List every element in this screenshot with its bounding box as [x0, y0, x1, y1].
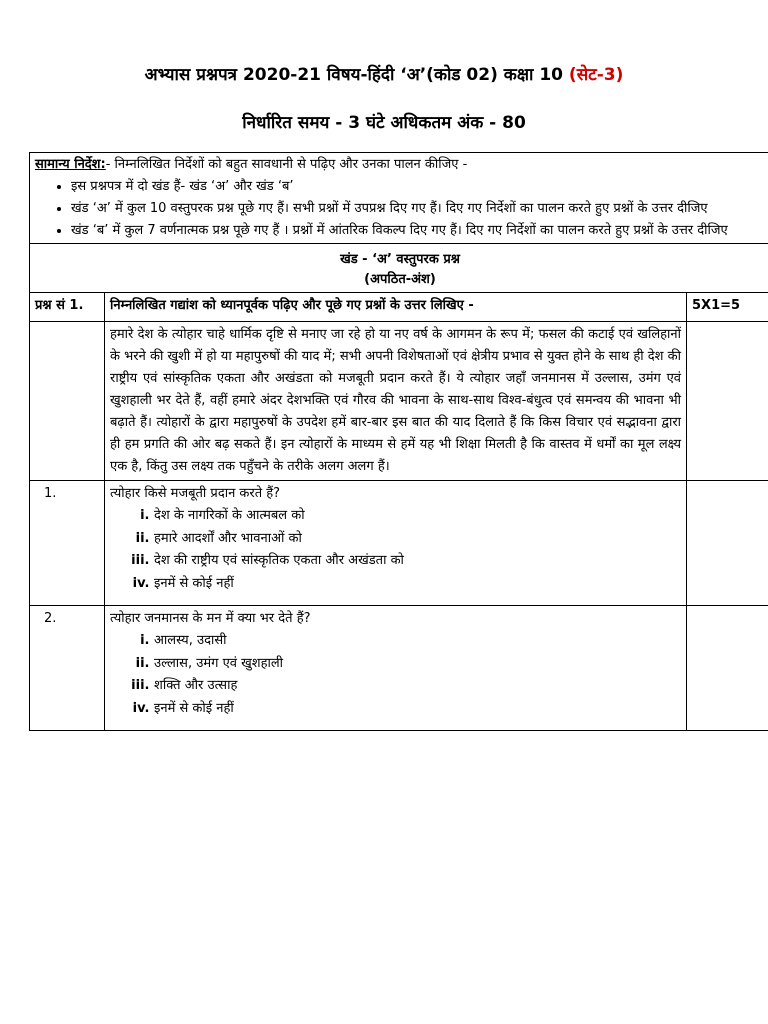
question-marks: 5X1=5 — [687, 293, 768, 322]
page-title — [0, 62, 768, 85]
option-item: ii. हमारे आदर्शों और भावनाओं को — [154, 528, 681, 551]
instruction-item: • इस प्रश्नपत्र में दो खंड हैं- खंड ‘अ’ और खंड ‘ब’ — [71, 176, 765, 198]
empty-cell — [687, 322, 768, 481]
empty-cell — [687, 481, 768, 606]
instruction-item: • खंड ‘ब’ में कुल 7 वर्णनात्मक प्रश्न पूछे गए हैं । प्रश्नों में आंतरिक विकल्प दिए गए हैं। दिए गए निर्देशों का पालन करते हुए प्रश्नों के उत्तर दीजिए — [71, 220, 765, 242]
subquestion-number: 1. — [30, 481, 105, 606]
question-paper-table — [29, 152, 768, 731]
title-main: अभ्यास प्रश्नपत्र 2020-21 विषय-हिंदी ‘अ’(कोड 02) कक्षा 10 — [144, 65, 569, 85]
section-subtitle: (अपठित-अंश) — [364, 272, 436, 287]
instructions-heading — [35, 154, 765, 176]
question-number-label: प्रश्न सं 1. — [30, 293, 105, 322]
section-row — [30, 244, 768, 293]
instruction-item: • खंड ‘अ’ में कुल 10 वस्तुपरक प्रश्न पूछे गए हैं। सभी प्रश्नों में उपप्रश्न दिए गए हैं। दिए गए निर्देशों का पालन करते हुए प्रश्नों के उत्तर दीजिए — [71, 198, 765, 220]
subquestion-text: त्योहार जनमानस के मन में क्या भर देते हैं? — [110, 611, 311, 626]
subquestion-text: त्योहार किसे मजबूती प्रदान करते हैं? — [110, 486, 281, 501]
option-item: i. आलस्य, उदासी — [154, 630, 681, 653]
options-list — [110, 505, 681, 595]
question1-row — [30, 293, 768, 322]
empty-cell — [30, 322, 105, 481]
option-item: iii. शक्ति और उत्साह — [154, 675, 681, 698]
option-item: iii. देश की राष्ट्रीय एवं सांस्कृतिक एकता और अखंडता को — [154, 550, 681, 573]
option-item: iv. इनमें से कोई नहीं — [154, 698, 681, 721]
passage-row — [30, 322, 768, 481]
page-subtitle: निर्धारित समय - 3 घंटे अधिकतम अंक - 80 — [242, 113, 526, 133]
option-item: iv. इनमें से कोई नहीं — [154, 573, 681, 596]
instructions-intro: - निम्नलिखित निर्देशों को बहुत सावधानी से पढ़िए और उनका पालन कीजिए - — [105, 157, 468, 172]
instructions-cell — [30, 153, 768, 244]
question-instruction: निम्नलिखित गद्यांश को ध्यानपूर्वक पढ़िए और पूछे गए प्रश्नों के उत्तर लिखिए - — [105, 293, 687, 322]
instructions-list — [35, 176, 765, 242]
subquestion-row — [30, 481, 768, 606]
subquestion-number: 2. — [30, 606, 105, 731]
instructions-row — [30, 153, 768, 244]
option-item: ii. उल्लास, उमंग एवं खुशहाली — [154, 653, 681, 676]
empty-cell — [687, 606, 768, 731]
passage-text: हमारे देश के त्योहार चाहे धार्मिक दृष्टि से मनाए जा रहे हो या नए वर्ष के आगमन के रूप में; फसल की कटाई एवं खलिहानों के भरने की खुशी में हो या महापुरुषों की याद में; सभी अपनी विशेषताओं एवं क्षेत्रीय प्रभाव से युक्त होने के साथ ही देश की राष्ट्रीय एवं सांस्कृतिक एकता और अखंडता को मजबूती प्रदान करते हैं। ये त्योहार जहाँ जनमानस में उल्लास, उमंग एवं खुशहाली भर देते हैं, वहीं हमारे अंदर देशभक्ति एवं गौरव की भावना के साथ-साथ विश्व-बंधुत्व एवं समन्वय की भावना भी बढ़ाते हैं। त्योहारों के द्वारा महापुरुषों के उपदेश हमें बार-बार इस बात की याद दिलाते हैं कि किस विचार एवं सद्भावना द्वारा ही हम प्रगति की ओर बढ़ सकते हैं। इन त्योहारों के माध्यम से हमें यह भी शिक्षा मिलती है कि वास्तव में धर्मों का मूल लक्ष्य एक है, किंतु उस लक्ष्य तक पहुँचने के तरीके अलग अलग हैं। — [105, 322, 687, 481]
section-title: खंड - ‘अ’ वस्तुपरक प्रश्न — [340, 252, 460, 267]
option-item: i. देश के नागरिकों के आत्मबल को — [154, 505, 681, 528]
set-label: (सेट-3) — [568, 65, 624, 85]
options-list — [110, 630, 681, 720]
instructions-label: सामान्य निर्देश: — [35, 157, 106, 172]
subquestion-row — [30, 606, 768, 731]
section-heading — [30, 244, 768, 293]
subquestion-cell — [105, 481, 687, 606]
subquestion-cell — [105, 606, 687, 731]
